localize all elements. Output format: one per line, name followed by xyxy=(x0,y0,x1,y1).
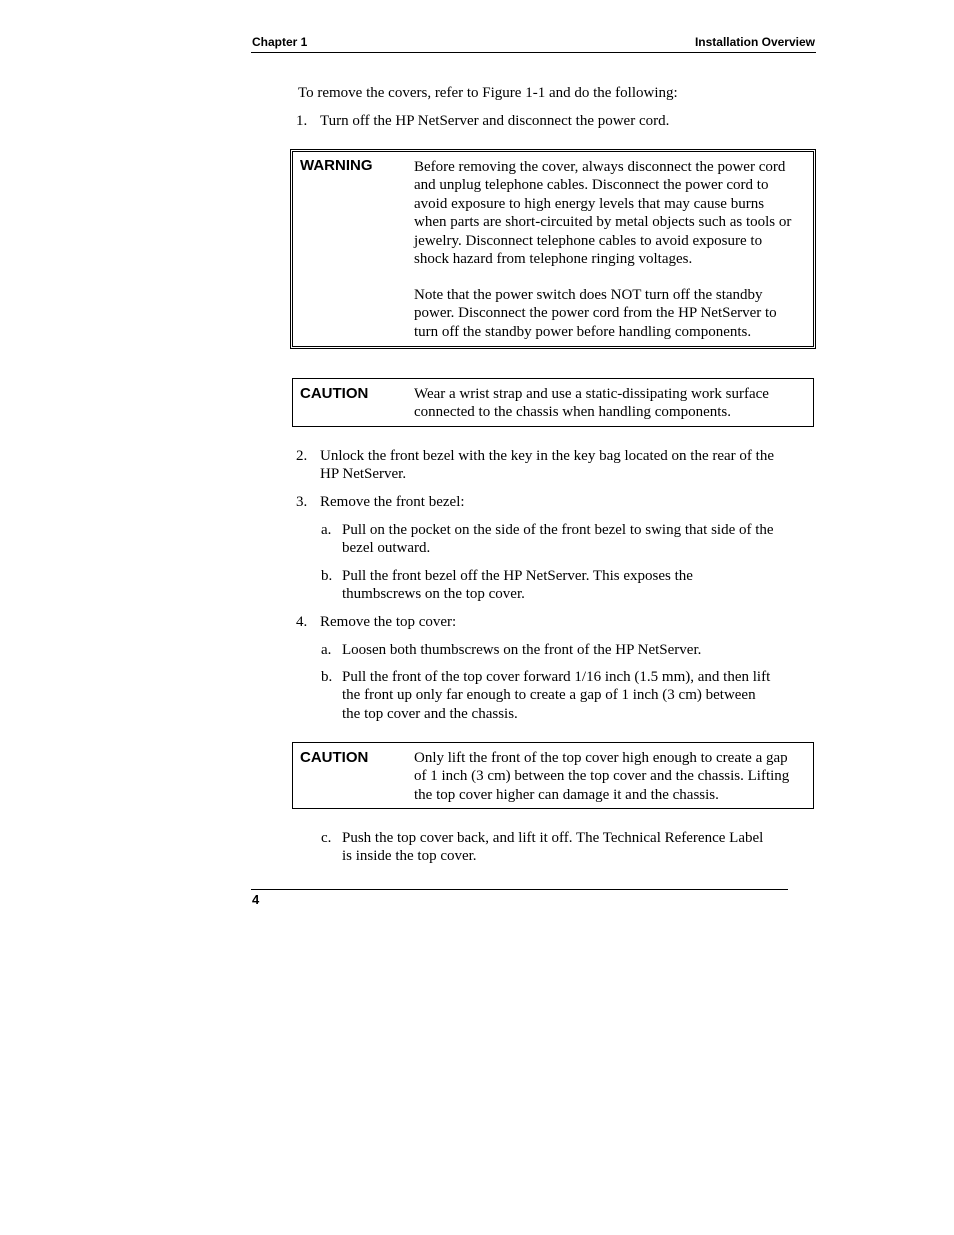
step-number: 2. xyxy=(296,448,308,464)
step-line: Unlock the front bezel with the key in the key bag located on the rear of the xyxy=(320,448,774,464)
step-line: the front up only far enough to create a gap of 1 inch (3 cm) between xyxy=(342,687,756,704)
step-line: thumbscrews on the top cover. xyxy=(342,586,525,603)
step-number: 4. xyxy=(296,614,308,630)
section-title: Installation Overview xyxy=(694,35,815,49)
footer-rule xyxy=(251,889,788,890)
step-line: Turn off the HP NetServer and disconnect the power cord. xyxy=(320,113,670,129)
warning-line: Before removing the cover, always disconnect the power cord xyxy=(414,159,786,175)
warning-line: power. Disconnect the power cord from the HP NetServer to xyxy=(414,305,777,322)
page-number: 4 xyxy=(252,892,260,907)
warning-line: Note that the power switch does NOT turn off the standby xyxy=(414,287,763,303)
step-number: 1. xyxy=(296,113,308,129)
chapter-label: Chapter 1 xyxy=(252,35,308,49)
substep-letter: b. xyxy=(321,568,333,584)
warning-line: jewelry. Disconnect telephone cables to avoid exposure to xyxy=(414,232,763,249)
step-line: HP NetServer. xyxy=(320,466,407,483)
step-line: bezel outward. xyxy=(342,540,431,557)
caution-text xyxy=(414,385,769,422)
step-line: Remove the top cover: xyxy=(320,614,457,630)
caution-text xyxy=(414,749,789,804)
caution-line: Only lift the front of the top cover high enough to create a gap xyxy=(414,750,788,766)
warning-line: turn off the standby power before handling components. xyxy=(414,323,752,340)
intro-text: To remove the covers, refer to Figure 1-1 and do the following: xyxy=(298,85,678,101)
warning-line: when parts are short-circuited by metal objects such as tools or xyxy=(414,214,792,231)
warning-paragraph-1 xyxy=(414,158,791,268)
substep-letter: a. xyxy=(321,522,332,538)
caution-box xyxy=(292,742,814,809)
warning-box xyxy=(290,149,816,349)
caution-line: Wear a wrist strap and use a static-dissipating work surface xyxy=(414,386,769,402)
substep-letter: a. xyxy=(321,642,332,658)
substep-letter: c. xyxy=(321,830,332,846)
caution-line: of 1 inch (3 cm) between the top cover and the chassis. Lifting xyxy=(414,768,790,785)
warning-line: avoid exposure to high energy levels that may cause burns xyxy=(414,195,765,212)
step-line: the top cover and the chassis. xyxy=(342,705,518,722)
substep-letter: b. xyxy=(321,669,333,685)
step-line: Remove the front bezel: xyxy=(320,494,465,510)
warning-line: shock hazard from telephone ringing voltages. xyxy=(414,251,693,268)
warning-line: and unplug telephone cables. Disconnect the power cord to xyxy=(414,177,769,194)
page-header xyxy=(251,34,816,53)
warning-paragraph-2 xyxy=(414,286,777,341)
step-number: 3. xyxy=(296,494,308,510)
step-line: Push the top cover back, and lift it off. The Technical Reference Label xyxy=(342,830,764,846)
step-line: Pull the front bezel off the HP NetServer. This exposes the xyxy=(342,568,693,584)
caution-line: connected to the chassis when handling components. xyxy=(414,404,732,421)
caution-label: CAUTION xyxy=(300,385,369,402)
caution-box xyxy=(292,378,814,427)
caution-label: CAUTION xyxy=(300,749,369,766)
warning-label: WARNING xyxy=(300,157,373,174)
step-line: Pull the front of the top cover forward 1/16 inch (1.5 mm), and then lift xyxy=(342,669,771,685)
step-line: Pull on the pocket on the side of the front bezel to swing that side of the xyxy=(342,522,774,538)
caution-line: the top cover higher can damage it and the chassis. xyxy=(414,786,719,803)
step-line: is inside the top cover. xyxy=(342,848,477,865)
step-line: Loosen both thumbscrews on the front of the HP NetServer. xyxy=(342,642,702,658)
